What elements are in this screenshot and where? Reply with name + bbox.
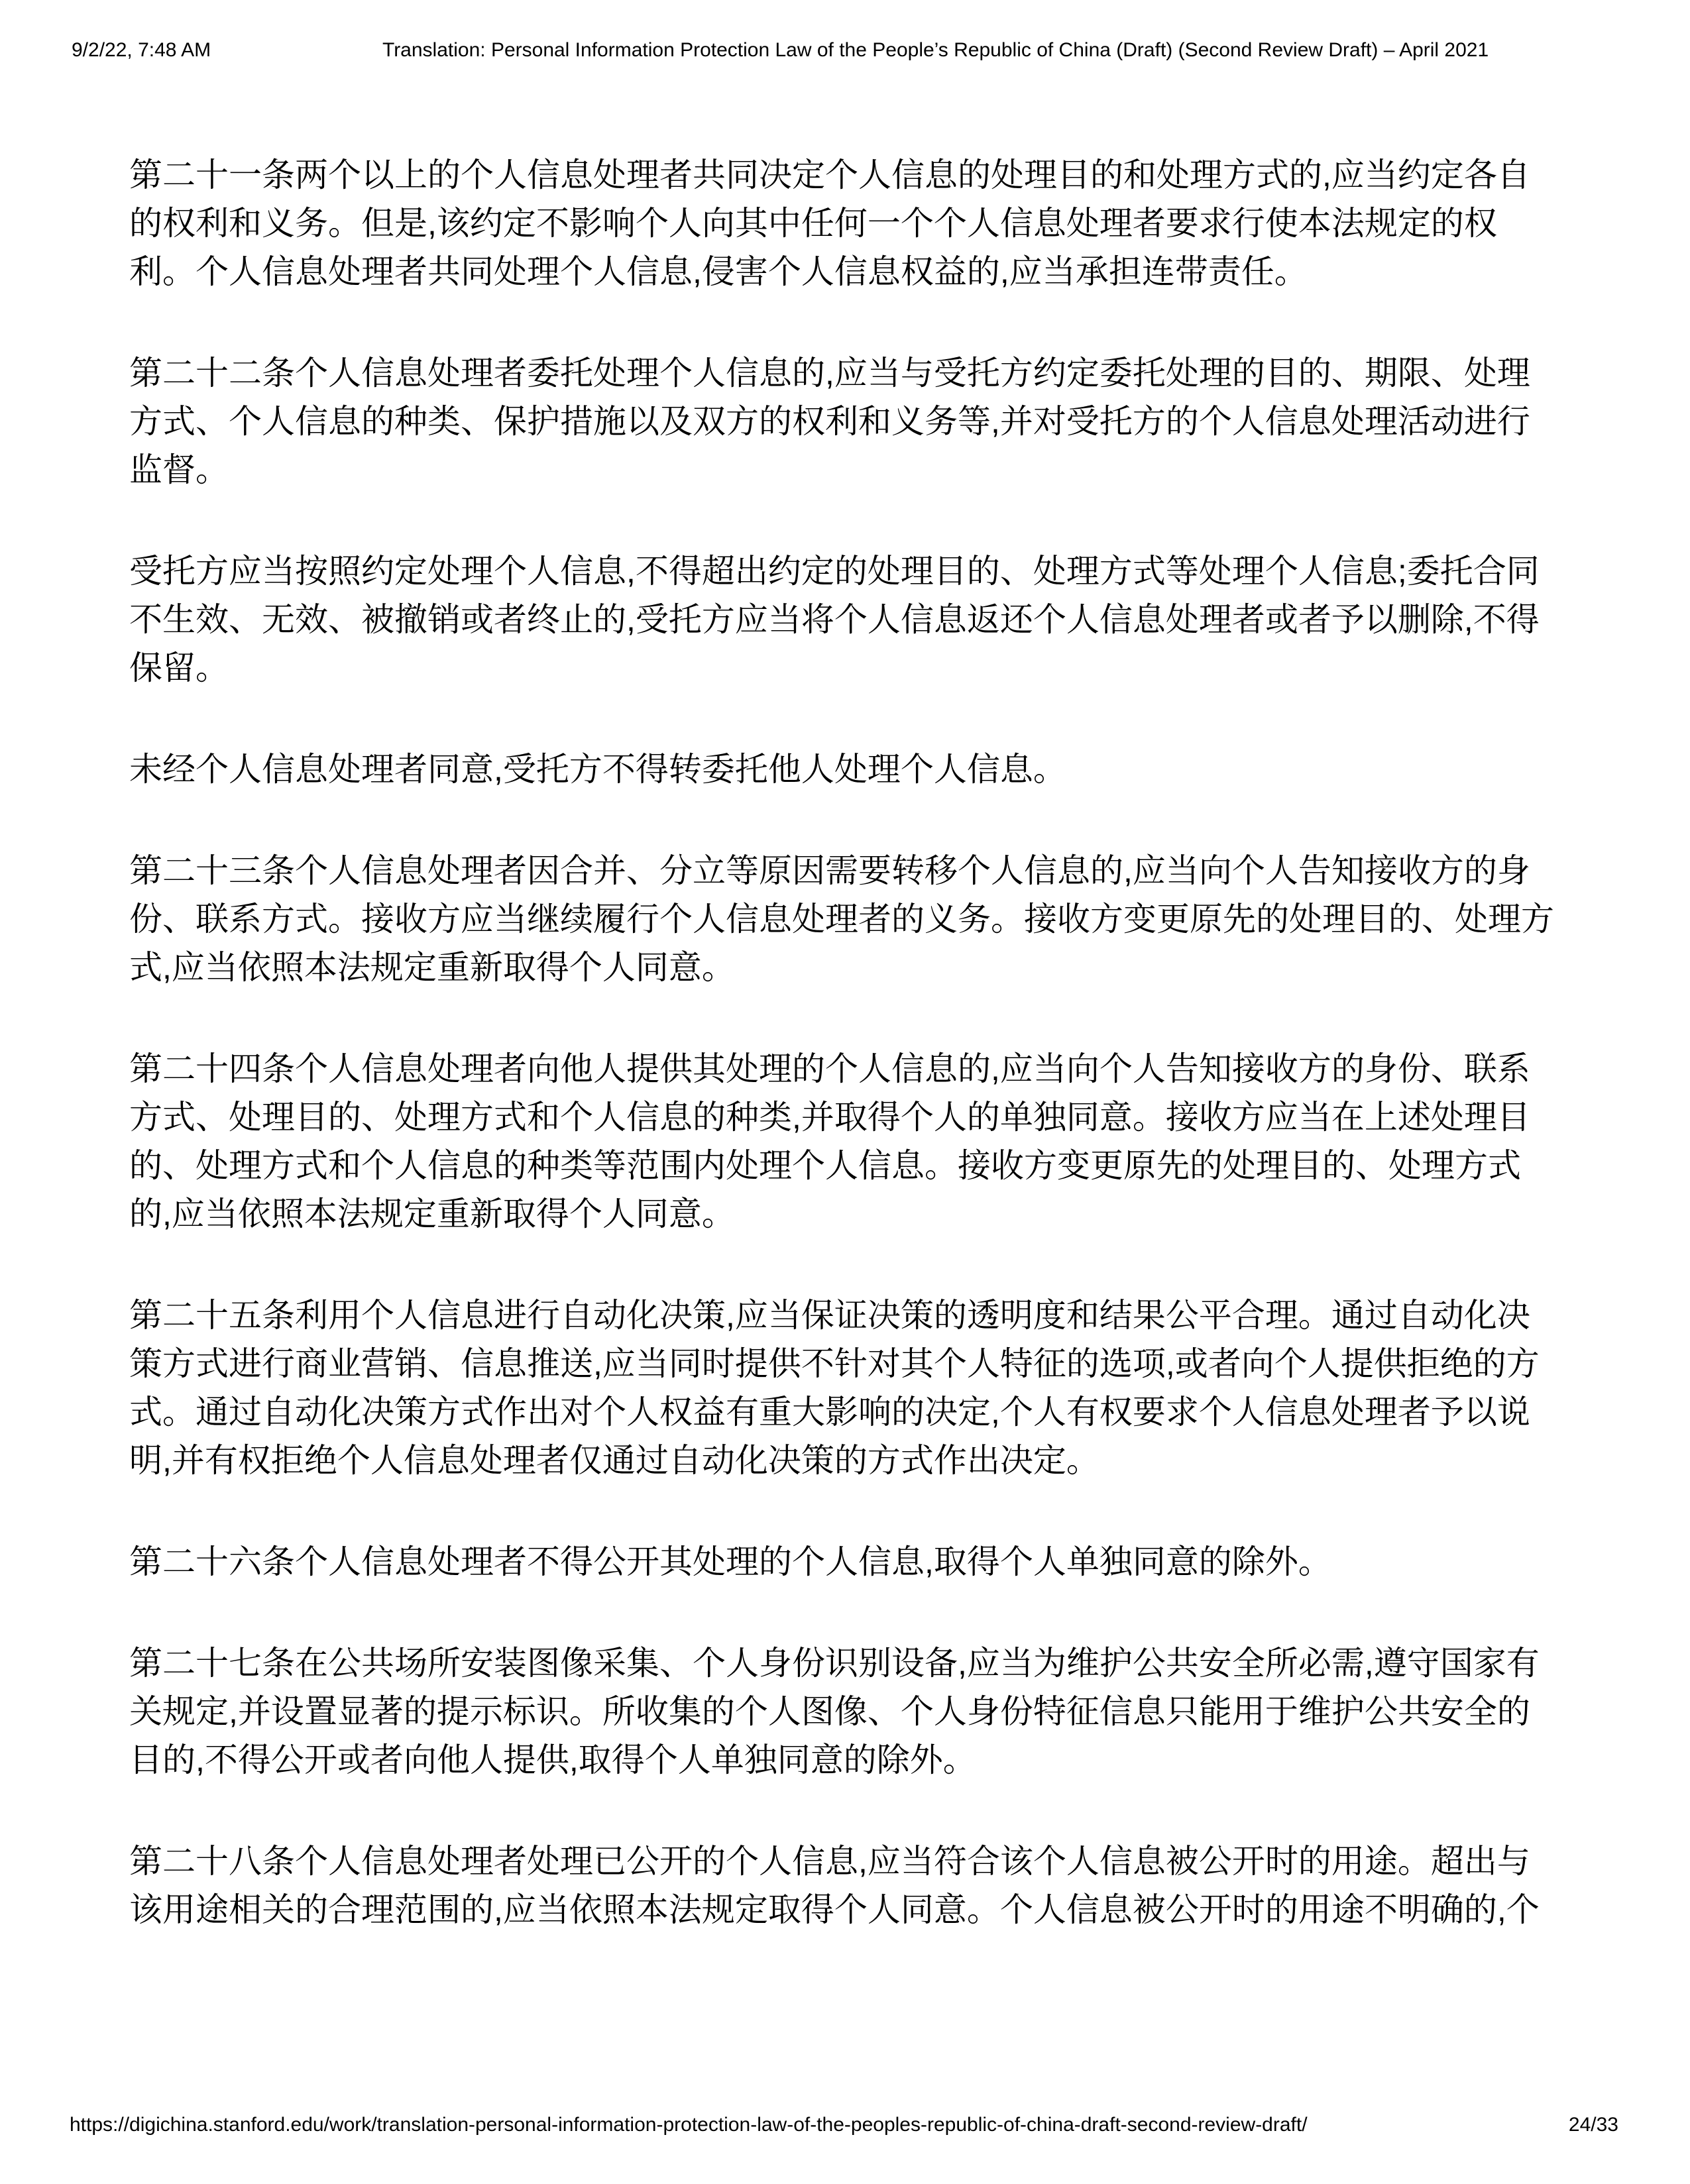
- paragraph-article-22: 第二十二条个人信息处理者委托处理个人信息的,应当与受托方约定委托处理的目的、期限、处理方式、个人信息的种类、保护措施以及双方的权利和义务等,并对受托方的个人信息处理活动进行监督。: [129, 355, 1530, 488]
- print-footer-page-indicator: 24/33: [1568, 2114, 1618, 2136]
- paragraph-article-21: 第二十一条两个以上的个人信息处理者共同决定个人信息的处理目的和处理方式的,应当约定各自的权利和义务。但是,该约定不影响个人向其中任何一个个人信息处理者要求行使本法规定的权利。个人信息处理者共同处理个人信息,侵害个人信息权益的,应当承担连带责任。: [129, 156, 1530, 290]
- print-footer: [70, 2112, 1618, 2138]
- print-footer-source-url: https://digichina.stanford.edu/work/translation-personal-information-protection-law-of-the-peoples-republic-of-china-draft-second-review-draft/: [70, 2114, 1308, 2136]
- paragraph-article-23: 第二十三条个人信息处理者因合并、分立等原因需要转移个人信息的,应当向个人告知接收方的身份、联系方式。接收方应当继续履行个人信息处理者的义务。接收方变更原先的处理目的、处理方式,应当依照本法规定重新取得个人同意。: [129, 852, 1554, 986]
- paragraph-article-26: 第二十六条个人信息处理者不得公开其处理的个人信息,取得个人单独同意的除外。: [129, 1543, 1331, 1580]
- print-header-datetime: 9/2/22, 7:48 AM: [72, 39, 211, 61]
- print-header-document-title: Translation: Personal Information Protection Law of the People’s Republic of China (Draft) (Second Review Draft) – April 2021: [382, 39, 1489, 61]
- paragraph-article-25: 第二十五条利用个人信息进行自动化决策,应当保证决策的透明度和结果公平合理。通过自动化决策方式进行商业营销、信息推送,应当同时提供不针对其个人特征的选项,或者向个人提供拒绝的方式。通过自动化决策方式作出对个人权益有重大影响的决定,个人有权要求个人信息处理者予以说明,并有权拒绝个人信息处理者仅通过自动化决策的方式作出决定。: [129, 1297, 1540, 1479]
- paragraph-article-22-2: 受托方应当按照约定处理个人信息,不得超出约定的处理目的、处理方式等处理个人信息;委托合同不生效、无效、被撤销或者终止的,受托方应当将个人信息返还个人信息处理者或者予以删除,不得保留。: [129, 553, 1540, 686]
- document-body: [129, 151, 1561, 1934]
- paragraph-article-22-3: 未经个人信息处理者同意,受托方不得转委托他人处理个人信息。: [129, 751, 1066, 788]
- paragraph-article-27: 第二十七条在公共场所安装图像采集、个人身份识别设备,应当为维护公共安全所必需,遵守国家有关规定,并设置显著的提示标识。所收集的个人图像、个人身份特征信息只能用于维护公共安全的目的,不得公开或者向他人提供,取得个人单独同意的除外。: [129, 1645, 1540, 1778]
- print-header: [72, 38, 1620, 62]
- paragraph-article-28: 第二十八条个人信息处理者处理已公开的个人信息,应当符合该个人信息被公开时的用途。超出与该用途相关的合理范围的,应当依照本法规定取得个人同意。个人信息被公开时的用途不明确的,个: [129, 1843, 1540, 1928]
- paragraph-article-24: 第二十四条个人信息处理者向他人提供其处理的个人信息的,应当向个人告知接收方的身份、联系方式、处理目的、处理方式和个人信息的种类,并取得个人的单独同意。接收方应当在上述处理目的、处理方式和个人信息的种类等范围内处理个人信息。接收方变更原先的处理目的、处理方式的,应当依照本法规定重新取得个人同意。: [129, 1050, 1530, 1232]
